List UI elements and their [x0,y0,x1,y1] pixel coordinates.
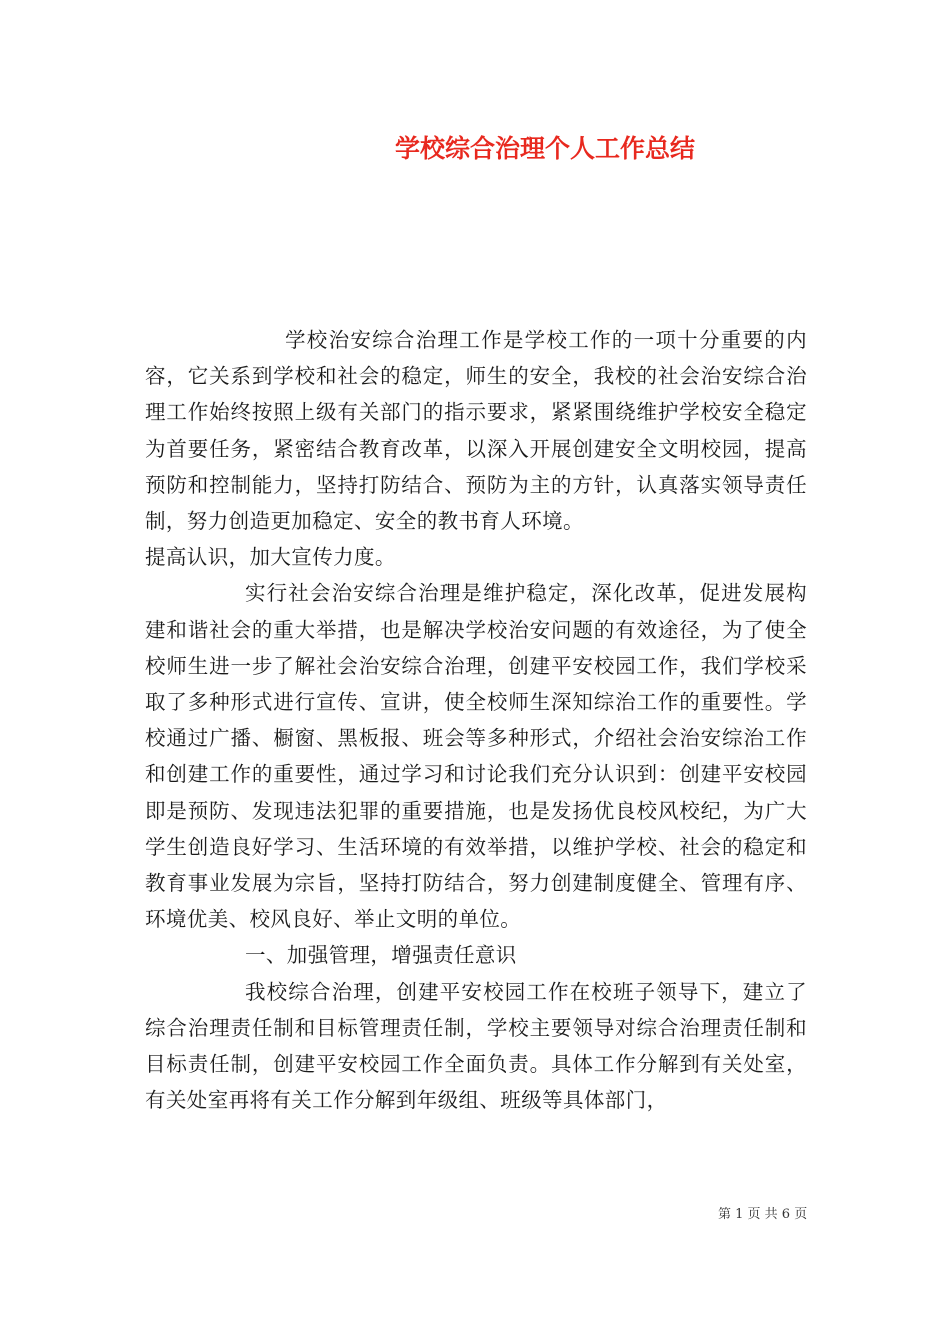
document-body [145,322,807,1118]
paragraph-intro: 学校治安综合治理工作是学校工作的一项十分重要的内容，它关系到学校和社会的稳定，师生的安全，我校的社会治安综合治理工作始终按照上级有关部门的指示要求，紧紧围绕维护学校安全稳定为首要任务，紧密结合教育改革，以深入开展创建安全文明校园，提高预防和控制能力，坚持打防结合、预防为主的方针，认真落实领导责任制，努力创造更加稳定、安全的教书育人环境。 [145,328,807,534]
section-heading-management: 一、加强管理，增强责任意识 [245,943,517,968]
page-footer: 第 1 页 共 6 页 [718,1207,808,1222]
paragraph-publicity: 实行社会治安综合治理是维护稳定，深化改革，促进发展构建和谐社会的重大举措，也是解决学校治安问题的有效途径，为了使全校师生进一步了解社会治安综合治理，创建平安校园工作，我们学校采取了多种形式进行宣传、宣讲，使全校师生深知综治工作的重要性。学校通过广播、橱窗、黑板报、班会等多种形式，介绍社会治安综治工作和创建工作的重要性，通过学习和讨论我们充分认识到：创建平安校园即是预防、发现违法犯罪的重要措施，也是发扬优良校风校纪，为广大学生创造良好学习、生活环境的有效举措，以维护学校、社会的稳定和教育事业发展为宗旨，坚持打防结合，努力创建制度健全、管理有序、环境优美、校风良好、举止文明的单位。 [145,581,807,932]
paragraph-management: 我校综合治理，创建平安校园工作在校班子领导下，建立了综合治理责任制和目标管理责任制，学校主要领导对综合治理责任制和目标责任制，创建平安校园工作全面负责。具体工作分解到有关处室，有关处室再将有关工作分解到年级组、班级等具体部门， [145,979,807,1113]
paragraph-heading-awareness: 提高认识，加大宣传力度。 [145,545,396,570]
page-title: 学校综合治理个人工作总结 [394,134,695,163]
